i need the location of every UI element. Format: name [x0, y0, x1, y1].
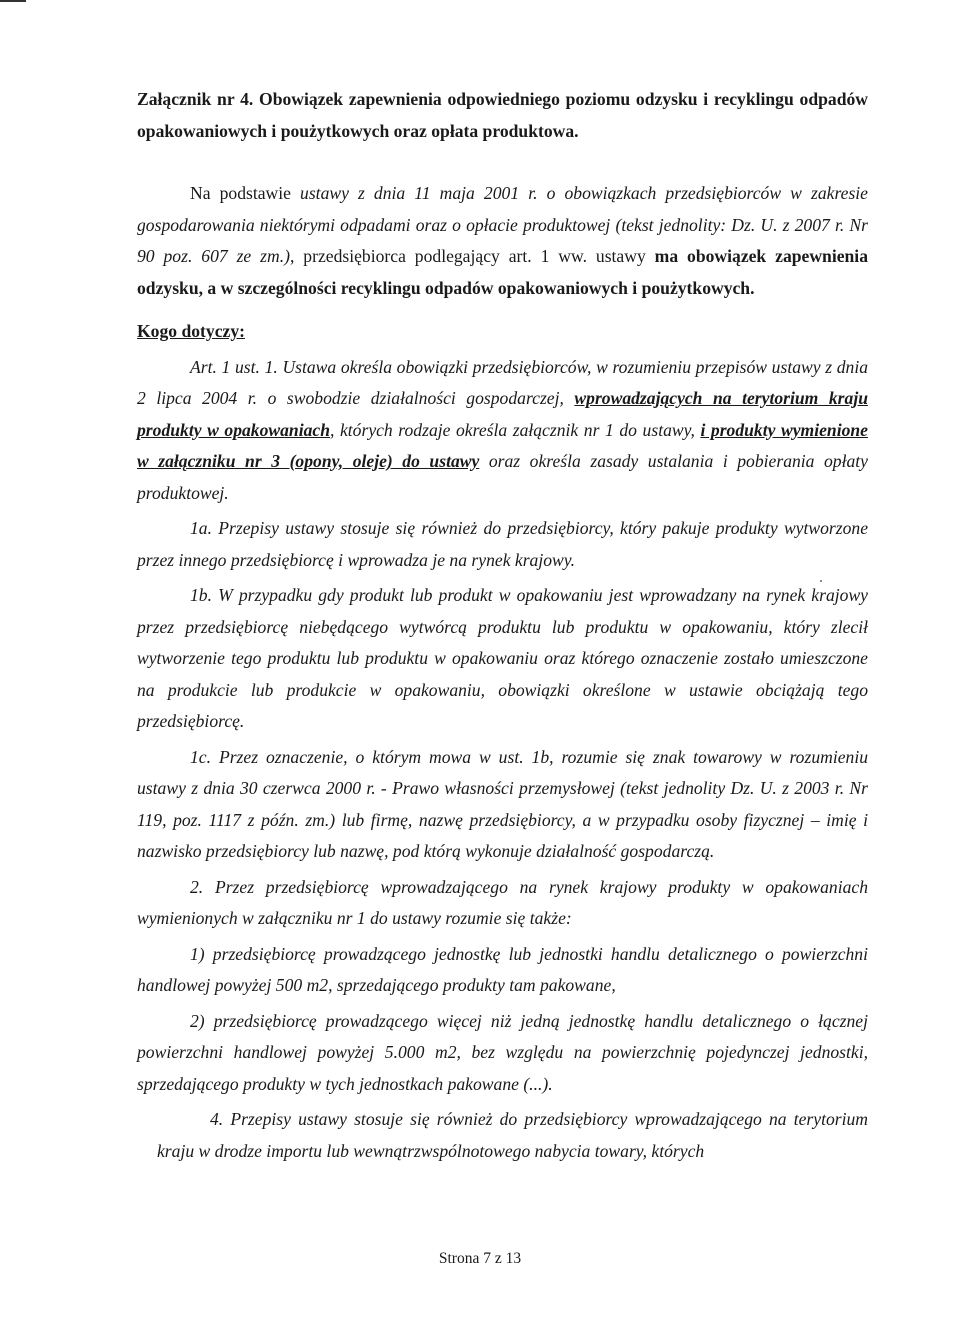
- document-title: Załącznik nr 4. Obowiązek zapewnienia odpowiedniego poziomu odzysku i recyklingu odpadów opakowaniowych i poużytkowych oraz opłata produktowa.: [137, 89, 868, 141]
- document-body: [137, 84, 868, 1167]
- paragraph-4: 4. Przepisy ustawy stosuje się również do przedsiębiorcy wprowadzającego na terytorium kraju w drodze importu lub wewnątrzwspólnotowego nabycia towary, których: [157, 1109, 868, 1161]
- section-heading-kogo-dotyczy: Kogo dotyczy:: [137, 321, 245, 341]
- scan-corner-mark: [0, 0, 26, 10]
- intro-paragraph: Na podstawie ustawy z dnia 11 maja 2001 r. o obowiązkach przedsiębiorców w zakresie gospodarowania niektórymi odpadami oraz o opłacie produktowej (tekst jednolity: Dz. U. z 2007 r. Nr 90 poz. 607 ze zm.), przedsiębiorca podlegający art. 1 ww. ustawy ma obowiązek zapewnienia odzysku, a w szczególności recyklingu odpadów opakowaniowych i poużytkowych.: [137, 183, 868, 298]
- art1-paragraph: Art. 1 ust. 1. Ustawa określa obowiązki przedsiębiorców, w rozumieniu przepisów ustawy z dnia 2 lipca 2004 r. o swobodzie działalności gospodarczej, wprowadzających na terytorium kraju produkty w opakowaniach, których rodzaje określa załącznik nr 1 do ustawy, i produkty wymienione w załączniku nr 3 (opony, oleje) do ustawy oraz określa zasady ustalania i pobierania opłaty produktowej.: [137, 356, 868, 503]
- paragraph-1a: 1a. Przepisy ustawy stosuje się również do przedsiębiorcy, który pakuje produkty wytworzone przez innego przedsiębiorcę i wprowadza je na rynek krajowy.: [137, 518, 868, 570]
- list-item-1: 1) przedsiębiorcę prowadzącego jednostkę lub jednostki handlu detalicznego o powierzchni handlowej powyżej 500 m2, sprzedającego produkty tam pakowane,: [137, 943, 868, 995]
- paragraph-1c: 1c. Przez oznaczenie, o którym mowa w ust. 1b, rozumie się znak towarowy w rozumieniu ustawy z dnia 30 czerwca 2000 r. - Prawo własności przemysłowej (tekst jednolity Dz. U. z 2003 r. Nr 119, poz. 1117 z późn. zm.) lub firmę, nazwę przedsiębiorcy, a w przypadku osoby fizycznej – imię i nazwisko przedsiębiorcy lub nazwę, pod którą wykonuje działalność gospodarczą.: [137, 746, 868, 861]
- list-item-2: 2) przedsiębiorcę prowadzącego więcej niż jedną jednostkę handlu detalicznego o łącznej powierzchni handlowej powyżej 5.000 m2, bez względu na powierzchnię pojedynczej jednostki, sprzedającego produkty w tych jednostkach pakowane (...).: [137, 1010, 868, 1094]
- paragraph-1b: 1b. W przypadku gdy produkt lub produkt w opakowaniu jest wprowadzany na rynek krajowy przez przedsiębiorcę niebędącego wytwórcą produktu lub produktu w opakowaniu, który zlecił wytworzenie tego produktu lub produktu w opakowaniu oraz którego oznaczenie zostało umieszczone na produkcie lub produkcie w opakowaniu, obowiązki określone w ustawie obciążają tego przedsiębiorcę.: [137, 585, 868, 731]
- scan-speck: [820, 580, 822, 582]
- paragraph-2: 2. Przez przedsiębiorcę wprowadzającego na rynek krajowy produkty w opakowaniach wymienionych w załączniku nr 1 do ustawy rozumie się także:: [137, 876, 868, 928]
- page-number-footer: Strona 7 z 13: [438, 1250, 522, 1267]
